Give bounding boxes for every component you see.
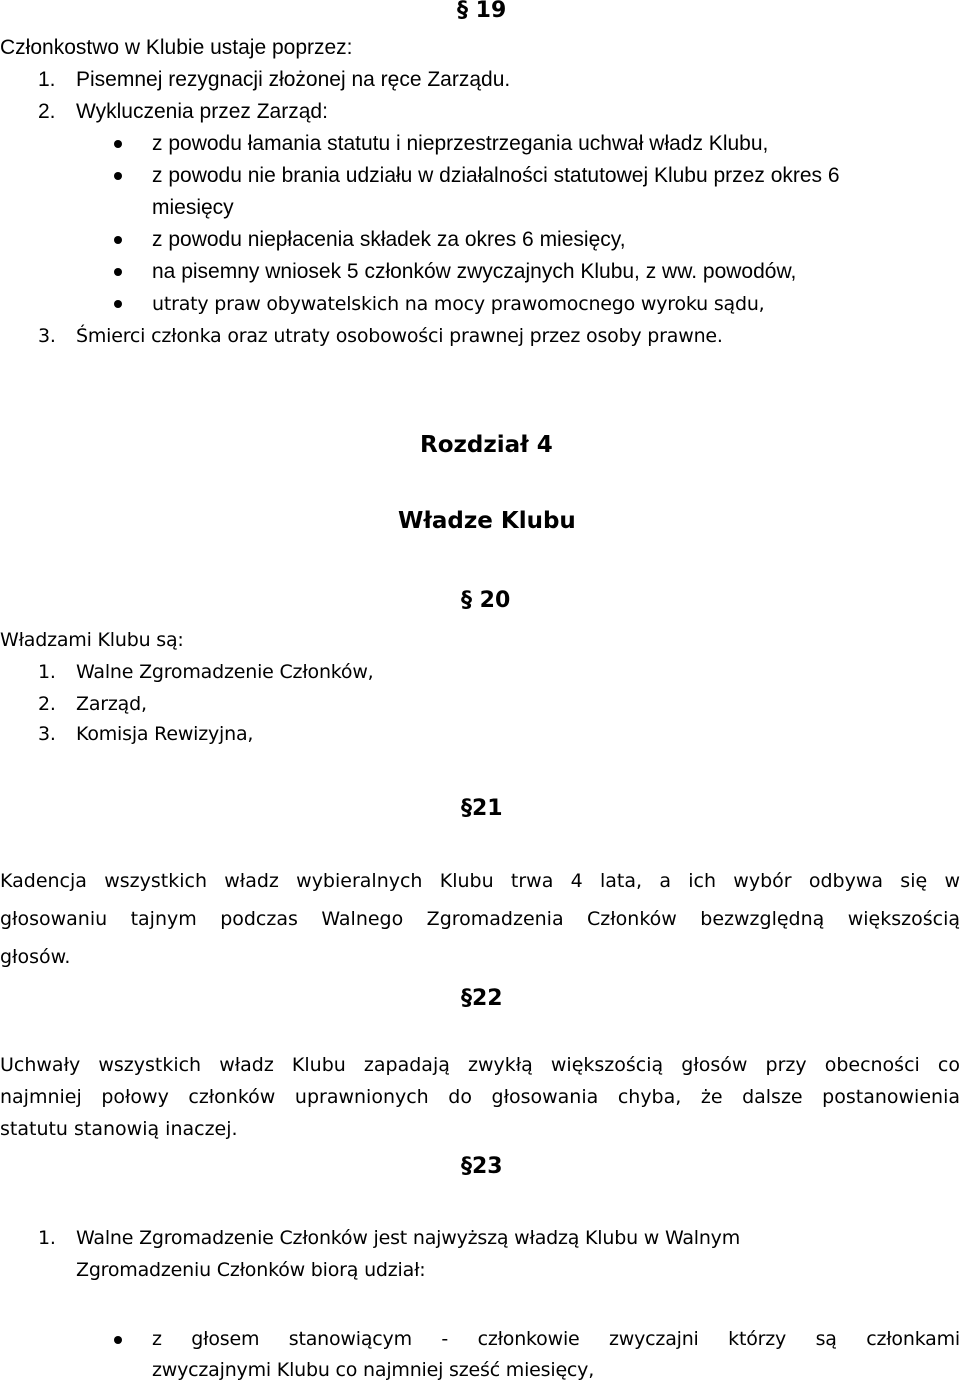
list-item-number: 2. xyxy=(38,693,56,715)
section-22-text-line: najmniej połowy członków uprawnionych do głosowania chyba, że dalsze postanowienia xyxy=(0,1086,960,1108)
section-21-text-line: głosowaniu tajnym podczas Walnego Zgromadzenia Członków bezwzględną większością xyxy=(0,908,960,930)
section-21-text-line: Kadencja wszystkich władz wybieralnych Klubu trwa 4 lata, a ich wybór odbywa się w xyxy=(0,870,960,892)
list-item-number: 2. xyxy=(38,100,56,123)
bullet-icon xyxy=(114,268,122,276)
list-item-number: 1. xyxy=(38,68,56,91)
section-22-text-line: Uchwały wszystkich władz Klubu zapadają zwykłą większością głosów przy obecności co xyxy=(0,1054,960,1076)
bullet-icon xyxy=(114,140,122,148)
bullet-icon xyxy=(114,300,122,308)
section-22-text-line: statutu stanowią inaczej. xyxy=(0,1118,238,1140)
bullet-item-text-continued: miesięcy xyxy=(152,196,234,219)
list-item-text: Komisja Rewizyjna, xyxy=(76,723,254,745)
section-19-title: § 19 xyxy=(457,0,507,23)
list-item-text: Walne Zgromadzenie Członków, xyxy=(76,661,374,683)
section-21-text-line: głosów. xyxy=(0,946,71,968)
list-item-text: Walne Zgromadzenie Członków jest najwyższą władzą Klubu w Walnym xyxy=(76,1227,741,1249)
list-item-number: 3. xyxy=(38,723,56,745)
list-item-text: Wykluczenia przez Zarząd: xyxy=(76,100,328,123)
bullet-icon xyxy=(114,1336,122,1344)
section-20-intro: Władzami Klubu są: xyxy=(0,629,184,651)
bullet-item-text: na pisemny wniosek 5 członków zwyczajnych Klubu, z ww. powodów, xyxy=(152,260,797,283)
bullet-item-text: z powodu nie brania udziału w działalności statutowej Klubu przez okres 6 xyxy=(152,164,840,187)
bullet-item-text: utraty praw obywatelskich na mocy prawomocnego wyroku sądu, xyxy=(152,293,765,315)
section-21-title: §21 xyxy=(461,796,503,821)
section-20-title: § 20 xyxy=(461,588,511,613)
bullet-item-text: z powodu łamania statutu i nieprzestrzegania uchwał władz Klubu, xyxy=(152,132,769,155)
bullet-icon xyxy=(114,236,122,244)
list-item-text-continued: Zgromadzeniu Członków biorą udział: xyxy=(76,1259,426,1281)
list-item-number: 1. xyxy=(38,661,56,683)
list-item-text: Śmierci członka oraz utraty osobowości prawnej przez osoby prawne. xyxy=(76,325,723,347)
chapter-title: Rozdział 4 xyxy=(420,432,553,458)
list-item-text: Pisemnej rezygnacji złożonej na ręce Zarządu. xyxy=(76,68,511,91)
chapter-subtitle: Władze Klubu xyxy=(398,508,576,534)
list-item-text: Zarząd, xyxy=(76,693,147,715)
list-item-number: 3. xyxy=(38,325,56,347)
section-23-title: §23 xyxy=(461,1154,503,1179)
list-item-number: 1. xyxy=(38,1227,56,1249)
section-19-intro: Członkostwo w Klubie ustaje poprzez: xyxy=(0,36,353,59)
bullet-item-text-continued: zwyczajnymi Klubu co najmniej sześć miesięcy, xyxy=(152,1359,595,1381)
bullet-item-text: z głosem stanowiącym - członkowie zwyczajni którzy są członkami xyxy=(152,1328,960,1350)
section-22-title: §22 xyxy=(461,986,503,1011)
bullet-icon xyxy=(114,172,122,180)
bullet-item-text: z powodu niepłacenia składek za okres 6 miesięcy, xyxy=(152,228,626,251)
